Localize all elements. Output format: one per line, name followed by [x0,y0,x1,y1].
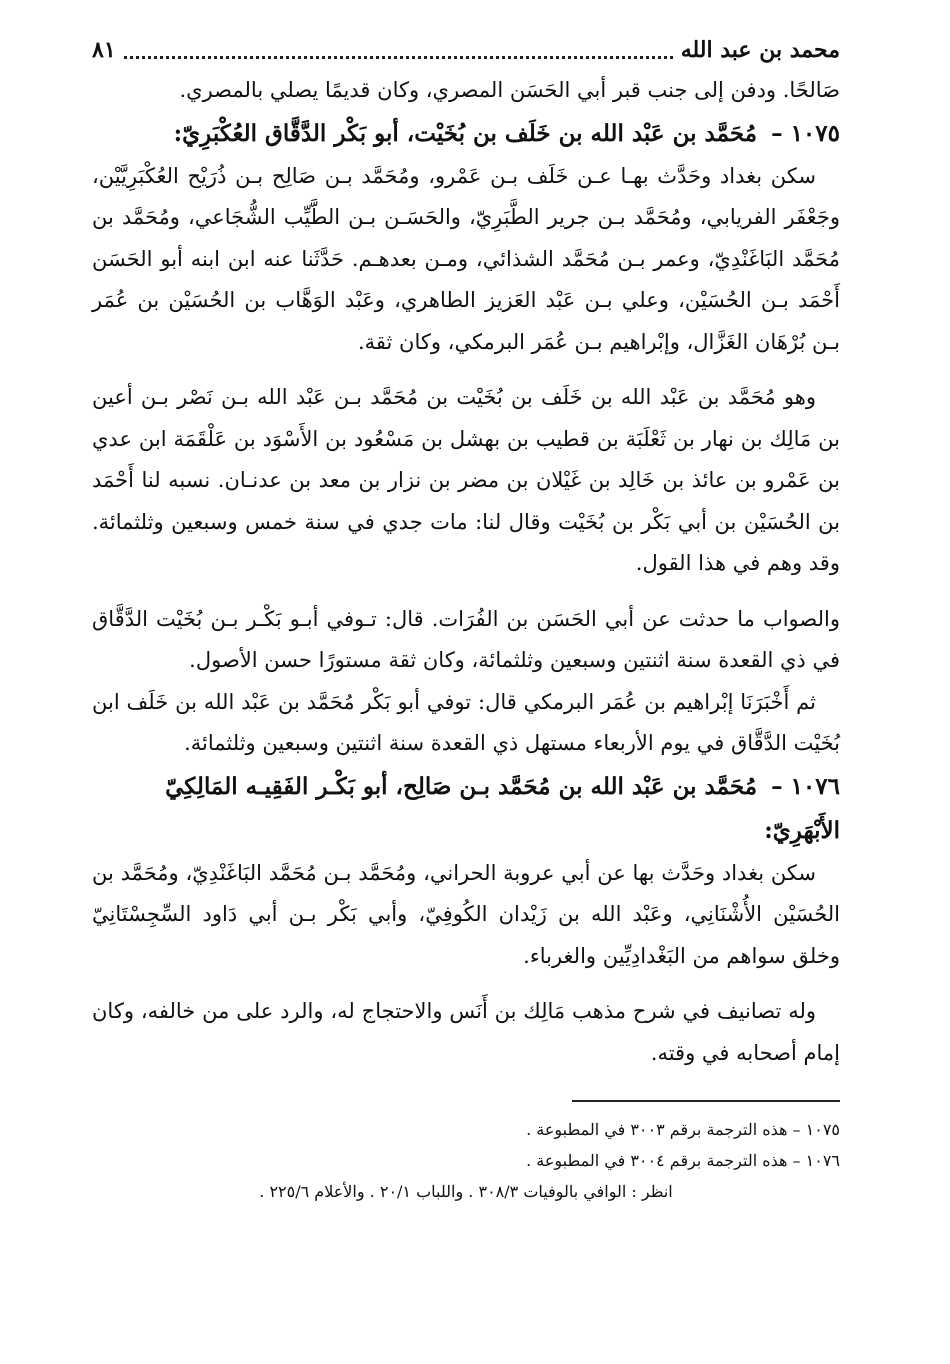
paragraph-1076-narrators: سكن بغداد وحَدَّث بها عن أبي عروبة الحراني، ومُحَمَّد بـن مُحَمَّد البَاغَنْدِيّ، ومُحَمَّد بن الحُسَيْن الأُشْنَانِي، وعَبْد الله بن زَيْدان الكُوفِيّ، وأبي بَكْر بـن أبي دَاود السِّجِسْتَانِيّ وخلق سواهم من البَغْدادِيِّين والغرباء. [92,860,840,968]
paragraph-1075-lineage: وهو مُحَمَّد بن عَبْد الله بن خَلَف بن بُخَيْت بن مُحَمَّد بـن عَبْد الله بـن نَصْر بـن أعين بن مَالِك بن نهار بن ثَعْلَبَة بن قطيب بن بهشل بن مَسْعُود بن الأَسْوَد بن عَلْقَمَة ابن عدي بن عَمْرو بن عائذ بن خَالِد بن غَيْلان بن مضر بن نزار بن معد بن عدنـان. نسبه لنا أَحْمَد بن الحُسَيْن بن أبي بَكْر بن بُخَيْت وقال لنا: مات جدي في سنة خمس وسبعين وثلثمائة. وقد وهم في هذا القول. [92,385,840,575]
paragraph-continuation: صَالحًا. ودفن إلى جنب قبر أبي الحَسَن المصري، وكان قديمًا يصلي بالمصري. [179,78,840,102]
entry-heading-1076 [92,765,840,853]
running-title: محمد بن عبد الله [680,37,840,63]
entry-title-1076: مُحَمَّد بن عَبْد الله بن مُحَمَّد بـن صَالِح، أبو بَكْـر الفَقِيـه المَالِكِيّ الأَبْهَرِيّ: [165,772,840,844]
paragraph-1075-death: ثم أَخْبَرَنَا إبْراهيم بن عُمَر البرمكي قال: توفي أبو بَكْر مُحَمَّد بن عَبْد الله بن خَلَف ابن بُخَيْت الدَّقَّاق في يوم الأربعاء مستهل ذي القعدة سنة اثنتين وسبعين وثلثمائة. [92,689,840,755]
entry-heading-1075 [92,112,840,156]
entry-number-1075: ١٠٧٥ – [771,119,840,147]
paragraph-1076-works: وله تصانيف في شرح مذهب مَالِك بن أَنَس والاحتجاج له، والرد على من خالفه، وكان إمام أصحابه في وقته. [92,999,840,1065]
entry-title-1075: مُحَمَّد بن عَبْد الله بن خَلَف بن بُخَيْت، أبو بَكْر الدَّقَّاق العُكْبَرِيّ: [173,119,758,147]
footnote-references: انظر : الوافي بالوفيات ٣٠٨/٣ . واللباب ٢٠/١ . والأعلام ٢٢٥/٦ . [259,1182,673,1201]
paragraph-1075-correction: والصواب ما حدثت عن أبي الحَسَن بن الفُرَات. قال: تـوفي أبـو بَكْـر بـن بُخَيْت الدَّقَّاق في ذي القعدة سنة اثنتين وسبعين وثلثمائة، وكان ثقة مستورًا حسن الأصول. [92,606,840,672]
running-header [92,30,840,70]
entry-number-1076: ١٠٧٦ – [771,772,840,800]
book-page [92,30,840,1207]
footnote-1076: ١٠٧٦ – هذه الترجمة برقم ٣٠٠٤ في المطبوعة . [526,1151,840,1170]
paragraph-1075-narrators: سكن بغداد وحَدَّث بهـا عـن خَلَف بـن عَمْرو، ومُحَمَّد بـن صَالِح بـن ذُرَيْح العُكْبَرِيَّيْن، وجَعْفَر الفريابي، ومُحَمَّد بـن جرير الطَّبَرِيّ، والحَسَـن بـن الطَّيِّب الشُّجَاعي، ومُحَمَّد بن مُحَمَّد البَاغَنْدِيّ، وعمر بـن مُحَمَّد الشذائي، ومـن بعدهـم. حَدَّثَنا عنه ابن ابنه أبو الحَسَن أَحْمَد بـن الحُسَيْن، وعلي بـن عَبْد العَزيز الطاهري، وعَبْد الوَهَّاب بن الحُسَيْن بن عُمَر بـن بُرْهَان الغَزَّال، وإبْراهيم بـن عُمَر البرمكي، وكان ثقة. [92,163,840,354]
page-number: ٨١ [92,37,116,63]
footnote-1075: ١٠٧٥ – هذه الترجمة برقم ٣٠٠٣ في المطبوعة . [526,1120,840,1139]
header-leader-dots [124,42,673,59]
footnote-separator [572,1100,840,1102]
